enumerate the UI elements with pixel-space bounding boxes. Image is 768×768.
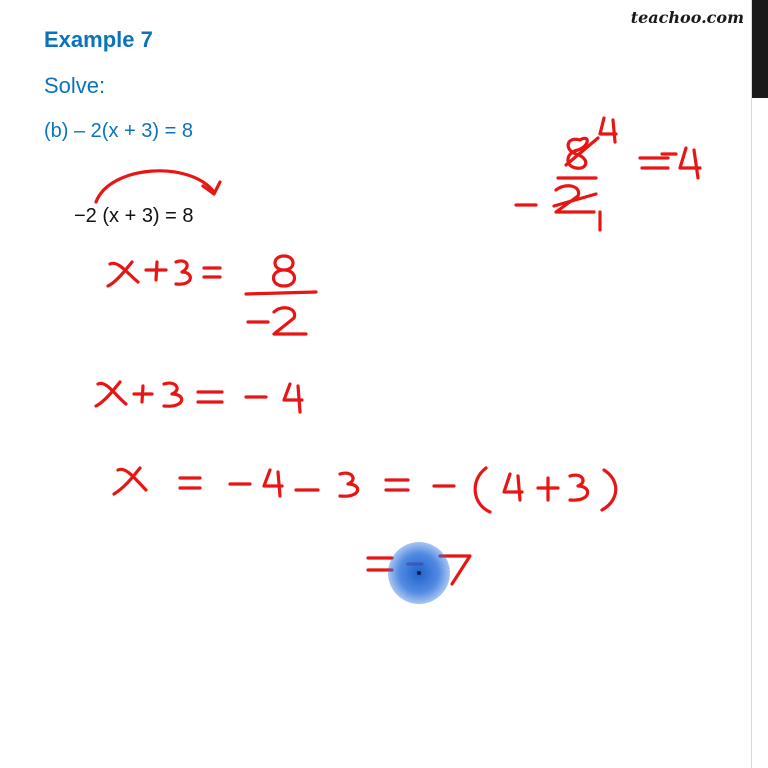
side-note-fraction (516, 118, 700, 230)
step-1 (108, 256, 316, 334)
distribute-arrow (96, 171, 220, 202)
pen-cursor-highlight (388, 542, 450, 604)
scrollbar-track[interactable] (751, 0, 768, 768)
step-2 (96, 382, 302, 412)
problem-statement: (b) – 2(x + 3) = 8 (44, 120, 193, 142)
pen-cursor-dot (417, 571, 421, 575)
scrollbar-thumb[interactable] (752, 0, 768, 98)
teachoo-logo: teachoo.com (630, 8, 744, 27)
solve-label: Solve: (44, 73, 106, 98)
step-3 (114, 468, 616, 512)
given-equation: −2 (x + 3) = 8 (74, 205, 194, 227)
example-title: Example 7 (44, 27, 153, 52)
